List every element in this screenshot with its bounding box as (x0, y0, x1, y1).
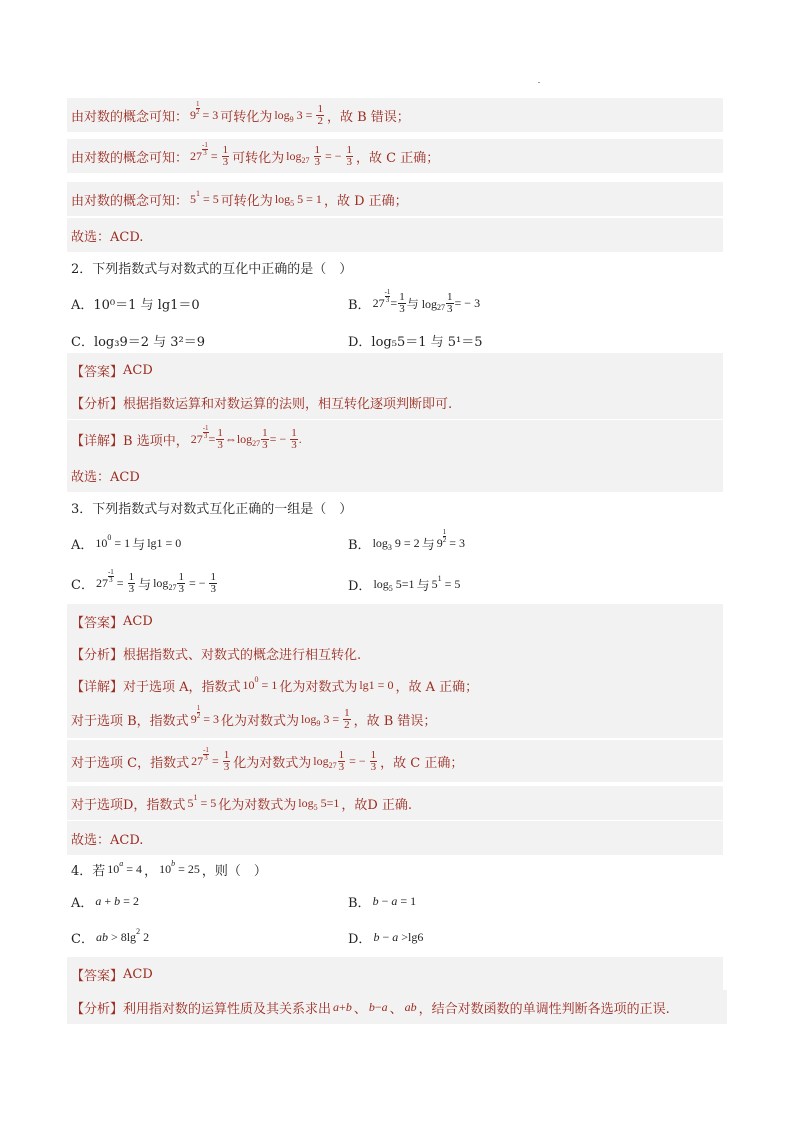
line-suffix: ，故 C 正确； (356, 150, 440, 166)
option-mid: 与 (421, 537, 435, 553)
math-a-plus-b: a + b (333, 999, 352, 1014)
q4-option-c (71, 926, 151, 948)
analysis-text: 根据指数运算和对数运算的法则，相互转化逐项判断即可. (123, 396, 453, 412)
math-27-b: 27 -1 3 = $\frac{1}{3}$ 与 log 27 $\frac{1}{3}$ = − 3 (372, 287, 481, 315)
math-lg1: lg1 = 0 (147, 535, 182, 550)
detail-p2: 化为对数式为 (233, 755, 312, 771)
q3-select (67, 821, 723, 855)
detail-p3: ，故D 正确. (341, 797, 413, 813)
option-text: D．log₅5＝1 与 5¹＝5 (348, 334, 483, 350)
q3-analysis (67, 636, 723, 670)
q3-option-a (71, 532, 183, 554)
line-suffix: ，故 B 错误； (326, 109, 410, 125)
stem-text: 2．下列指数式与对数式的互化中正确的是（ ） (71, 261, 353, 277)
detail-p3: ，故 A 正确； (395, 679, 479, 695)
analysis-p2: 、 (353, 1001, 367, 1017)
q2-option-c (71, 330, 205, 350)
answer-text: ACD (123, 613, 153, 629)
math-log3-9: log 3 9 = 2 (372, 535, 420, 552)
math-5-1: 5 1 = 5 (431, 573, 461, 591)
q4-answer (67, 957, 723, 991)
line-suffix: ，故 D 正确； (323, 193, 408, 209)
line-prefix: 由对数的概念可知： (71, 109, 189, 125)
q3-detail-c (67, 740, 723, 782)
option-label: B． (348, 895, 371, 911)
option-text: C．log₃9＝2 与 3²＝9 (71, 334, 206, 350)
detail-tag: 【详解】 (71, 679, 124, 695)
math-b-a-lg6: b − a >lg6 (373, 929, 424, 944)
detail-tag: 【详解】 (71, 433, 124, 449)
line-prefix: 由对数的概念可知： (71, 193, 189, 209)
detail-p2: 化为对数式为 (220, 713, 299, 729)
math-b-minus-a: b − a (368, 999, 388, 1014)
math-27-c: 27 -1 3 = $\frac{1}{3}$ (95, 567, 135, 595)
math-27: 27 -1 3 = $\frac{1}{3}$ (191, 745, 230, 773)
answer-tag: 【答案】 (71, 968, 124, 984)
line-mid: 可转化为 (232, 150, 285, 166)
solution-line-d (67, 182, 723, 216)
option-label: B． (348, 537, 371, 553)
stem-text: 3．下列指数式与对数式互化正确的一组是（ ） (71, 501, 353, 517)
detail-p1: 对于选项 B，指数式 (71, 713, 189, 729)
q2-answer (67, 353, 723, 387)
analysis-text: 根据指数式、对数式的概念进行相互转化. (123, 647, 362, 663)
q3-option-b (348, 527, 467, 556)
math-5-1: 5 1 = 5 (190, 188, 219, 206)
detail-p3: ，故 B 错误； (353, 713, 437, 729)
detail-p1: 对于选项D，指数式 (71, 797, 186, 813)
math-27: 27 -1 3 = $\frac{1}{3}$ (190, 140, 229, 168)
analysis-p4: ，结合对数函数的单调性判断各选项的正误. (418, 1001, 670, 1017)
q3-option-c (71, 568, 220, 598)
answer-tag: 【答案】 (71, 615, 124, 631)
option-text: A．10⁰＝1 与 lg1＝0 (71, 297, 200, 313)
option-label: D． (348, 578, 372, 594)
math-log27-c: log 27 $\frac{1}{3}$ = − $\frac{1}{3}$ (153, 570, 216, 595)
detail-p2: 化为对数式为 (279, 679, 358, 695)
q3-answer (67, 604, 723, 638)
stem-a: 4．若 (71, 863, 106, 879)
analysis-tag: 【分析】 (71, 1001, 124, 1017)
math-a-plus-b: a + b = 2 (95, 893, 139, 908)
math-10-0: 10 0 = 1 (95, 532, 131, 550)
analysis-tag: 【分析】 (71, 647, 124, 663)
q3-option-d (348, 573, 462, 595)
answer-text: ACD (123, 362, 153, 378)
option-label: C． (71, 577, 94, 593)
q4-option-d (348, 926, 425, 948)
stem-c: ，则（ ） (201, 863, 267, 879)
stem-b: ， (144, 863, 158, 879)
math-9-half: 9 1 2 = 3 (190, 703, 219, 726)
math-log5-5: log 5 5=1 (373, 576, 415, 593)
math-ab: ab (404, 999, 417, 1014)
line-prefix: 由对数的概念可知： (71, 150, 189, 166)
math-5-1: 5 1 = 5 (187, 792, 217, 810)
analysis-tag: 【分析】 (71, 396, 124, 412)
math-log27: log 27 $\frac{1}{3}$ = − $\frac{1}{3}$ (286, 143, 353, 168)
detail-text: B 选项中， (123, 433, 189, 449)
q3-detail-b (67, 700, 723, 738)
stray-dot (538, 82, 540, 83)
line-mid: 可转化为 (220, 193, 273, 209)
math-log5: log 5 5=1 (298, 795, 340, 812)
math-log5: log 5 5 = 1 (274, 191, 322, 208)
select-text: 故选：ACD (71, 469, 140, 485)
line-mid: 可转化为 (220, 109, 273, 125)
math-9-half: 9 1 2 = 3 (190, 99, 219, 122)
answer-tag: 【答案】 (71, 364, 124, 380)
solution-line-b (67, 98, 723, 132)
math-10b: 10 b = 25 (159, 858, 200, 876)
q4-analysis (67, 990, 727, 1024)
math-27-equiv: 27 -1 3 = $\frac{1}{3}$ ⇔log 27 $\frac{1}{3}$ = − $\frac{1}{3}$ . (190, 423, 302, 451)
option-label: A． (71, 895, 94, 911)
q2-option-d (348, 330, 483, 350)
q3-detail (67, 668, 723, 702)
option-label: C． (71, 931, 94, 947)
select-text: 故选：ACD. (71, 229, 144, 245)
q4-option-a (71, 890, 141, 912)
option-mid: 与 (416, 578, 430, 594)
math-b-minus-a: b − a = 1 (372, 893, 417, 908)
q4-option-b (348, 890, 418, 912)
math-10-0: 10 0 = 1 (242, 674, 278, 692)
analysis-p3: 、 (389, 1001, 403, 1017)
option-mid: 与 (132, 537, 146, 553)
solution-line-c (67, 139, 723, 173)
math-log27: log 27 $\frac{1}{3}$ = − $\frac{1}{3}$ (313, 748, 377, 773)
question-4-stem (67, 852, 723, 886)
detail-p2: 化为对数式为 (218, 797, 297, 813)
q2-detail (67, 420, 723, 458)
detail-p3: ，故 C 正确； (380, 755, 464, 771)
math-ab: ab > 8lg 2 2 (95, 926, 150, 944)
solution-select (67, 218, 723, 252)
detail-p1: 对于选项 C，指数式 (71, 755, 190, 771)
answer-text: ACD (123, 966, 153, 982)
option-label: D． (348, 931, 372, 947)
q2-select (67, 458, 723, 492)
select-text: 故选：ACD. (71, 832, 144, 848)
math-10a: 10 a = 4 (107, 858, 143, 876)
math-log9-3: log 9 3 = $\frac{1}{2}$ (274, 102, 323, 127)
option-label: B． (348, 297, 371, 313)
detail-p1: 对于选项 A，指数式 (123, 679, 241, 695)
q2-option-b (348, 288, 482, 318)
analysis-p1: 利用指对数的运算性质及其关系求出 (123, 1001, 332, 1017)
q3-detail-d (67, 786, 723, 820)
math-9-half: 9 1 2 = 3 (436, 527, 465, 550)
math-log9-3: log 9 3 = $\frac{1}{2}$ (300, 706, 350, 731)
option-mid: 与 (138, 577, 152, 593)
option-label: A． (71, 537, 94, 553)
q2-option-a (71, 293, 200, 313)
question-2-stem (67, 250, 723, 284)
question-3-stem (67, 490, 723, 524)
math-lg1: lg1 = 0 (359, 677, 394, 692)
q2-analysis (67, 385, 723, 419)
